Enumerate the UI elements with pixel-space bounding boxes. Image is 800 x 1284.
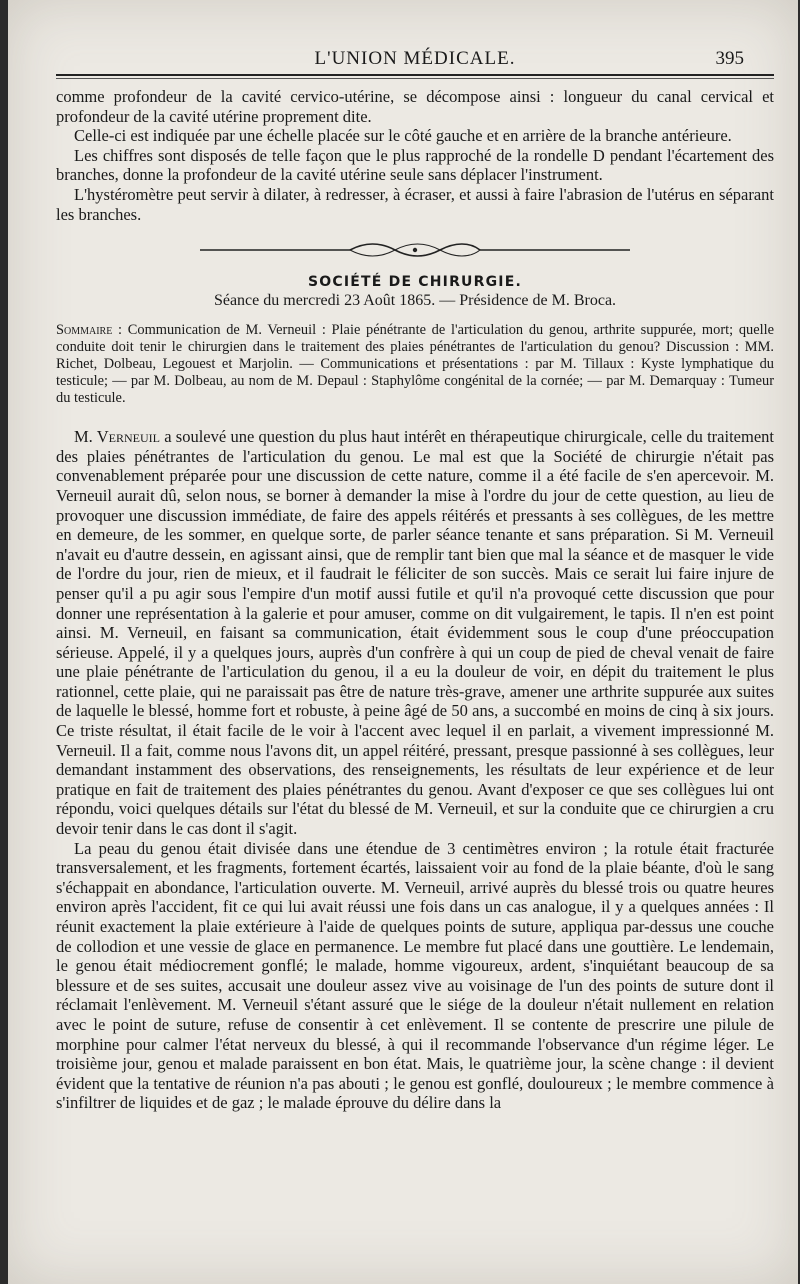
intro-block bbox=[56, 87, 774, 224]
flourish-icon bbox=[200, 242, 630, 258]
body-paragraph-1 bbox=[56, 427, 774, 838]
body-paragraph-1-text: a soulevé une question du plus haut intérêt en thérapeutique chirurgicale, celle du traitement des plaies pénétrantes de l'articulation du genou. Le mal est que la Société de chirurgie n'était pas convenablement préparée pour une discussion de cette nature, comme il a été facile de s'en apercevoir. M. Verneuil aurait dû, selon nous, se borner à demander la mise à l'ordre du jour de cette question, au lieu de provoquer une discussion immédiate, de faire des appels réitérés et pressants à ses collègues, de les mettre en demeure, de les sommer, en quelque sorte, de parler séance tenante et sans préparation. Si M. Verneuil n'avait eu d'autre dessein, en agissant ainsi, que de remplir tant bien que mal la séance et de masquer le vide de l'ordre du jour, rien de mieux, et il faudrait le féliciter de son succès. Mais ce serait lui faire injure de penser qu'il a pu agir sous l'empire d'un motif aussi futile et qu'il n'a provoqué cette discussion que pour donner une représentation à la galerie et pour amuser, comme on dit vulgairement, le tapis. Il n'en est point ainsi. M. Verneuil, en faisant sa communication, était évidemment sous le coup d'une préoccupation sérieuse. Appelé, il y a quelques jours, auprès d'un confrère à qui un coup de pied de cheval venait de faire une plaie pénétrante de l'articulation du genou, il a eu la douleur de voir, en dépit du traitement le plus rationnel, cette plaie, qui ne paraissait pas être de nature très-grave, amener une arthrite suppurée aux suites de laquelle le blessé, homme fort et robuste, à peine âgé de 50 ans, a succombé en moins de cinq à six jours. Ce triste résultat, il était facile de le voir à l'accent avec lequel il en parlait, a vivement impressionné M. Verneuil. Il a fait, comme nous l'avons dit, un appel réitéré, pressant, presque passionné à ses collègues, leur demandant instamment des observations, des renseignements, les résultats de leur expérience et de leur pratique en fait de traitement des plaies pénétrantes du genou. Avant d'exposer ce que ses collègues lui ont répondu, voici quelques détails sur l'état du blessé de M. Verneuil, et sur la conduite que ce chirurgien a cru devoir tenir dans le cas dont il s'agit. bbox=[56, 427, 774, 839]
summary bbox=[56, 322, 774, 407]
lead-name: M. Verneuil bbox=[74, 427, 160, 447]
intro-paragraph-3: Les chiffres sont disposés de telle façon que le plus rapproché de la rondelle D pendant l'écartement des branches, donne la profondeur de la cavité utérine seule sans déplacer l'instrument. bbox=[56, 145, 774, 185]
intro-paragraph-4: L'hystéromètre peut servir à dilater, à redresser, à écraser, et aussi à faire l'abrasion de l'utérus en séparant les branches. bbox=[56, 184, 774, 224]
session-line: Séance du mercredi 23 Août 1865. — Présidence de M. Broca. bbox=[213, 292, 617, 310]
page-number: 395 bbox=[715, 48, 744, 69]
header-rule bbox=[56, 74, 774, 79]
intro-paragraph-2: Celle-ci est indiquée par une échelle placée sur le côté gauche et en arrière de la branche antérieure. bbox=[74, 126, 732, 146]
running-head: L'UNION MÉDICALE. bbox=[314, 48, 516, 69]
page-content bbox=[56, 44, 774, 1113]
article-body bbox=[56, 427, 774, 1113]
ornamental-divider bbox=[56, 242, 774, 258]
page-header bbox=[56, 44, 774, 74]
newspaper-page bbox=[8, 0, 798, 1284]
summary-label: Sommaire : bbox=[56, 322, 123, 339]
section-title: SOCIÉTÉ DE CHIRURGIE. bbox=[308, 274, 522, 291]
body-paragraph-2: La peau du genou était divisée dans une étendue de 3 centimètres environ ; la rotule était fracturée transversalement, et les fragments, fortement écartés, laissaient voir au fond de la plaie béante, d'où le sang s'échappait en abondance, l'articulation ouverte. M. Verneuil, arrivé auprès du blessé trois ou quatre heures environ après l'accident, fit ce qui lui avait réussi une fois dans un cas analogue, il y a quelques années : Il réunit exactement la plaie extérieure à l'aide de quelques points de suture, appliqua par-dessus une couche de collodion et une vessie de glace en permanence. Le membre fut placé dans une gouttière. Le lendemain, le genou était médiocrement gonflé; le malade, homme vigoureux, ardent, s'inquiétant beaucoup de sa blessure et de ses suites, accusait une douleur assez vive au voisinage de l'un des points de suture dont il réclamait l'enlèvement. M. Verneuil s'étant assuré que le siége de la douleur n'était nullement en relation avec le point de suture, refuse de consentir à cet enlèvement. Il se contente de prescrire une pilule de morphine pour calmer l'état nerveux du blessé, à qui il recommande l'observance d'un régime léger. Le troisième jour, genou et malade paraissent en bon état. Mais, le quatrième jour, la scène change : il devient évident que la tentative de réunion n'a pas abouti ; le genou est gonflé, douloureux ; le membre commence à s'infiltrer de liquides et de gaz ; le malade éprouve du délire dans la bbox=[56, 838, 774, 1113]
summary-text: Communication de M. Verneuil : Plaie pénétrante de l'articulation du genou, arthrite suppurée, mort; quelle conduite doit tenir le chirurgien dans le traitement des plaies pénétrantes de l'articulation du genou? Discussion : MM. Richet, Dolbeau, Legouest et Marjolin. — Communications et présentations : par M. Tillaux : Kyste lymphatique du testicule; — par M. Dolbeau, au nom de M. Depaul : Staphylôme congénital de la cornée; — par M. Demarquay : Tumeur du testicule. bbox=[56, 322, 774, 407]
intro-paragraph-1: comme profondeur de la cavité cervico-utérine, se décompose ainsi : longueur du canal cervical et profondeur de la cavité utérine proprement dite. bbox=[56, 87, 774, 126]
